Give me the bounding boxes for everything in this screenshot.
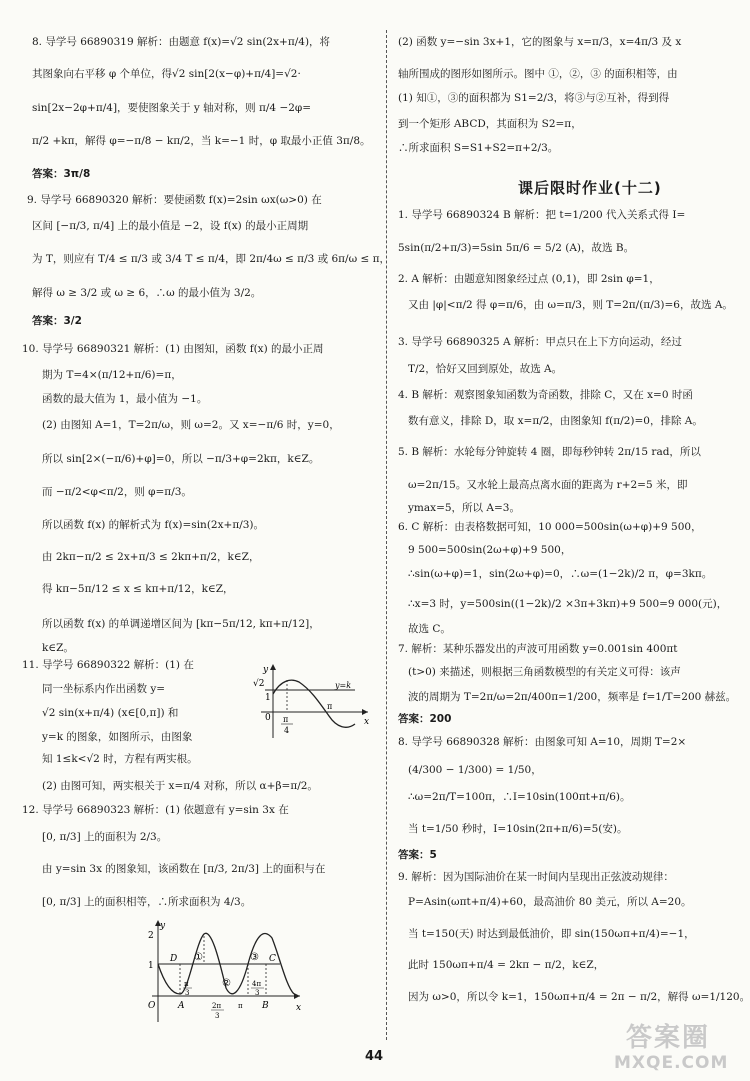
right-text-line: 此时 150ωπ+π/4 = 2kπ − π/2，k∈Z，	[408, 959, 605, 971]
left-text-line: (2) 由图知 A=1，T=2π/ω，则 ω=2。又 x=−π/6 时，y=0，	[42, 419, 340, 431]
fig11-line-label: y=k	[335, 681, 352, 690]
right-text-line: 波的周期为 T=2π/ω=2π/400π=1/200，频率是 f=1/T=200 赫兹。	[408, 691, 737, 703]
left-text-line: 所以函数 f(x) 的单调递增区间为 [kπ−5π/12, kπ+π/12]，	[42, 618, 320, 630]
right-text-line: 答案：5	[398, 849, 437, 861]
left-text-line: 其图象向右平移 φ 个单位，得√2 sin[2(x−φ)+π/4]=√2·	[32, 68, 301, 80]
watermark	[612, 1025, 740, 1075]
fig11-sqrt2: √2	[253, 679, 265, 689]
left-text-line: 得 kπ−5π/12 ≤ x ≤ kπ+π/12，k∈Z，	[42, 583, 234, 595]
right-text-line: 3. 导学号 66890325 A 解析：甲点只在上下方向运动，经过	[398, 336, 682, 348]
right-text-line: 2. A 解析：由题意知图象经过点 (0,1)，即 2sin φ=1，	[398, 273, 660, 285]
fig11-four: 4	[284, 726, 290, 735]
left-text-line: π/2 +kπ，解得 φ=−π/8 − kπ/2，当 k=−1 时，φ 取最小正值 3π/8。	[32, 135, 371, 147]
right-text-line: 9 500=500sin(2ω+φ)+9 500，	[408, 544, 572, 556]
right-text-line: 当 t=150(天) 时达到最低油价，即 sin(150ωπ+π/4)=−1，	[408, 928, 695, 940]
left-text-line: 而 −π/2<φ<π/2，则 φ=π/3。	[42, 486, 192, 498]
left-text-line: 解得 ω ≥ 3/2 或 ω ≥ 6，∴ω 的最小值为 3/2。	[32, 287, 262, 299]
right-text-line: ∴x=3 时，y=500sin((1−2k)/2 ×3π+3kπ)+9 500=9 000(元)，	[408, 598, 728, 610]
left-text-line: (2) 由图可知，两实根关于 x=π/4 对称，所以 α+β=π/2。	[42, 780, 318, 792]
right-text-line: 又由 |φ|<π/2 得 φ=π/6，由 ω=π/3，则 T=2π/(π/3)=6，故选 A。	[408, 299, 733, 311]
left-text-line: k∈Z。	[42, 642, 74, 654]
right-text-line: P=Asin(ωπt+π/4)+60，最高油价 80 美元，所以 A=20。	[408, 896, 692, 908]
left-text-line: 期为 T=4×(π/12+π/6)=π，	[42, 369, 182, 381]
fig12-tick-2pi3-den: 3	[215, 1012, 220, 1020]
fig11-x-label: x	[364, 717, 370, 727]
right-text-line: 故选 C。	[408, 623, 451, 635]
right-text-line: 因为 ω>0，所以令 k=1，150ωπ+π/4 = 2π − π/2，解得 ω=1/120。	[408, 991, 750, 1003]
fig12-tick-pi3: π	[184, 980, 189, 988]
right-text-line: 7. 解析：某种乐器发出的声波可用函数 y=0.001sin 400πt	[398, 643, 678, 655]
fig12-region-2: ②	[222, 978, 231, 989]
right-text-line: 5sin(π/2+π/3)=5sin 5π/6 = 5/2 (A)，故选 B。	[398, 242, 635, 254]
fig12-tick-pi3-den: 3	[185, 989, 190, 997]
right-text-line: (2) 函数 y=−sin 3x+1，它的图象与 x=π/3，x=4π/3 及 x	[398, 36, 682, 48]
left-text-line: 函数的最大值为 1，最小值为 −1。	[42, 393, 208, 405]
right-text-line: 数有意义，排除 D，取 x=π/2，由图象知 f(π/2)=0，排除 A。	[408, 415, 703, 427]
right-text-line: 4. B 解析：观察图象知函数为奇函数，排除 C，又在 x=0 时函	[398, 389, 693, 401]
left-text-line: 11. 导学号 66890322 解析：(1) 在	[22, 659, 194, 671]
fig12-point-c: C	[269, 954, 276, 964]
figure-problem-12	[140, 918, 305, 1028]
left-text-line: 同一坐标系内作出函数 y=	[42, 683, 166, 695]
right-column	[398, 0, 750, 1081]
fig12-tick-4pi3-den: 3	[255, 989, 260, 997]
left-text-line: 区间 [−π/3, π/4] 上的最小值是 −2，设 f(x) 的最小正周期	[32, 220, 309, 232]
left-text-line: 为 T，则应有 T/4 ≤ π/3 或 3/4 T ≤ π/4，即 2π/4ω ≤ π/3 或 6π/ω ≤ π，	[32, 253, 391, 265]
fig12-point-d: D	[170, 954, 178, 964]
left-text-line: 由 y=sin 3x 的图象知，该函数在 [π/3, 2π/3] 上的面积与在	[42, 863, 326, 875]
right-text-line: (t>0) 来描述，则根据三角函数模型的有关定义可得：该声	[408, 666, 681, 678]
right-text-line: ∴sin(ω+φ)=1，sin(2ω+φ)=0，∴ω=(1−2k)/2 π，φ=3kπ。	[408, 568, 713, 580]
right-text-line: ∴ω=2π/T=100π，∴I=10sin(100πt+π/6)。	[408, 791, 631, 803]
right-text-line: 9. 解析：因为国际油价在某一时间内呈现出正弦波动规律：	[398, 871, 674, 883]
right-text-line: (4/300 − 1/300) = 1/50，	[408, 764, 542, 776]
right-text-line: 答案：200	[398, 713, 452, 725]
left-text-line: [0, π/3] 上的面积相等，∴所求面积为 4/3。	[42, 896, 252, 908]
right-text-line: ω=2π/15。又水轮上最高点离水面的距离为 r+2=5 米，即	[408, 479, 688, 491]
fig11-y-label: y	[263, 665, 269, 675]
figure-problem-11	[243, 662, 373, 740]
fig12-x-label: x	[296, 1003, 302, 1013]
fig11-one: 1	[265, 693, 271, 703]
left-text-line: 所以 sin[2×(−π/6)+φ]=0，所以 −π/3+φ=2kπ，k∈Z。	[42, 453, 320, 465]
fig12-tick-2pi3: 2π	[212, 1002, 222, 1010]
fig11-zero: 0	[265, 713, 271, 723]
fig11-pi-end: π	[327, 702, 333, 711]
fig12-tick-pi: π	[238, 1002, 243, 1010]
watermark-logo-text: 答案圈	[626, 1023, 711, 1053]
fig12-point-b: B	[262, 1001, 269, 1011]
right-text-line: 到一个矩形 ABCD，其面积为 S2=π，	[398, 118, 582, 130]
left-text-line: 10. 导学号 66890321 解析：(1) 由图知，函数 f(x) 的最小正周	[22, 343, 324, 355]
left-text-line: 由 2kπ−π/2 ≤ 2x+π/3 ≤ 2kπ+π/2，k∈Z，	[42, 551, 260, 563]
right-text-line: T/2，恰好又回到原处，故选 A。	[408, 363, 563, 375]
left-text-line: [0, π/3] 上的面积为 2/3。	[42, 831, 168, 843]
fig11-pi: π	[283, 715, 289, 724]
right-text-line: 8. 导学号 66890328 解析：由图象可知 A=10，周期 T=2×	[398, 736, 687, 748]
right-text-line: 6. C 解析：由表格数据可知，10 000=500sin(ω+φ)+9 500，	[398, 521, 702, 533]
fig12-origin: O	[148, 1001, 156, 1011]
left-text-line: 答案：3/2	[32, 315, 82, 327]
fig12-region-1: ①	[194, 952, 203, 963]
left-text-line: 12. 导学号 66890323 解析：(1) 依题意有 y=sin 3x 在	[22, 804, 289, 816]
right-text-line: (1) 知①，③的面积都为 S1=2/3，将③与②互补，得到得	[398, 92, 670, 104]
fig12-point-a: A	[178, 1001, 185, 1011]
watermark-url: MXQE.COM	[614, 1053, 729, 1073]
left-text-line: √2 sin(x+π/4) (x∈[0,π]) 和	[42, 707, 179, 719]
left-text-line: 8. 导学号 66890319 解析：由题意 f(x)=√2 sin(2x+π/4)，将	[32, 36, 331, 48]
left-text-line: sin[2x−2φ+π/4]，要使图象关于 y 轴对称，则 π/4 −2φ=	[32, 102, 312, 114]
fig12-two: 2	[148, 931, 154, 941]
section-title: 课后限时作业(十二)	[518, 179, 662, 197]
right-text-line: 轴所围成的图形如图所示。图中 ①，②，③ 的面积相等，由	[398, 68, 678, 80]
fig12-y-label: y	[160, 921, 166, 931]
fig12-region-3: ③	[250, 952, 259, 963]
fig12-tick-4pi3: 4π	[252, 980, 262, 988]
column-divider	[386, 30, 387, 1040]
right-text-line: ∴所求面积 S=S1+S2=π+2/3。	[398, 142, 559, 154]
fig12-one: 1	[148, 961, 154, 971]
left-text-line: 所以函数 f(x) 的解析式为 f(x)=sin(2x+π/3)。	[42, 519, 265, 531]
page-number: 44	[365, 1049, 384, 1064]
left-text-line: 答案：3π/8	[32, 168, 91, 180]
right-text-line: 5. B 解析：水轮每分钟旋转 4 圈，即每秒钟转 2π/15 rad，所以	[398, 446, 701, 458]
left-text-line: 9. 导学号 66890320 解析：要使函数 f(x)=2sin ωx(ω>0) 在	[27, 194, 322, 206]
left-text-line: 知 1≤k<√2 时，方程有两实根。	[42, 753, 198, 765]
right-text-line: 当 t=1/50 秒时，I=10sin(2π+π/6)=5(安)。	[408, 823, 628, 835]
left-text-line: y=k 的图象，如图所示，由图象	[42, 731, 193, 743]
right-text-line: 1. 导学号 66890324 B 解析：把 t=1/200 代入关系式得 I=	[398, 209, 686, 221]
right-text-line: ymax=5，所以 A=3。	[408, 502, 520, 514]
